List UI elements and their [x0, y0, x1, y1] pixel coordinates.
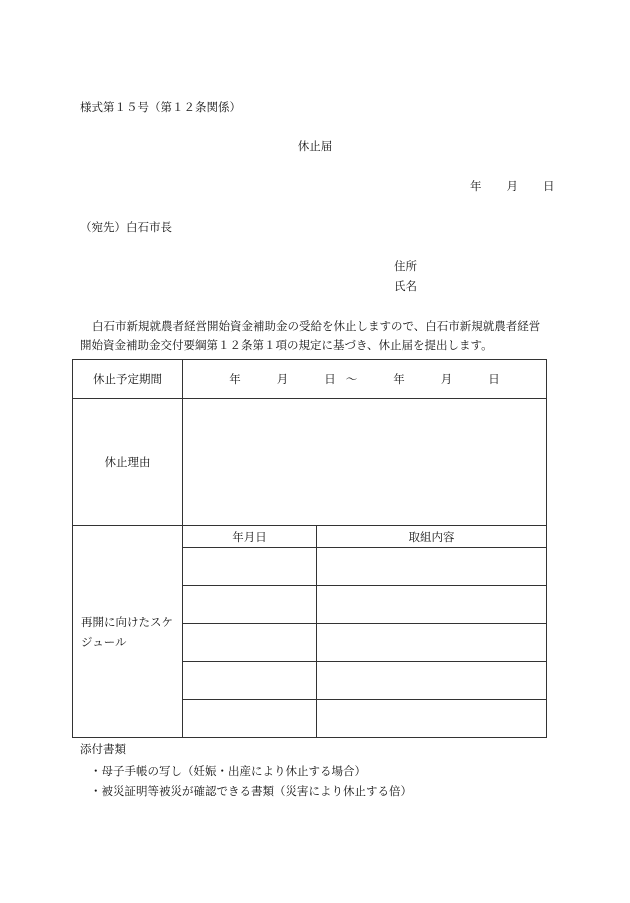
name-label: 氏名	[394, 279, 417, 293]
schedule-date-cell[interactable]	[183, 662, 317, 700]
schedule-content-cell[interactable]	[317, 548, 547, 586]
period-day-1: 日	[324, 372, 336, 386]
date-month: 月	[506, 179, 518, 193]
schedule-date-cell[interactable]	[183, 624, 317, 662]
date-day: 日	[543, 179, 555, 193]
schedule-content-cell[interactable]	[317, 586, 547, 624]
period-month-1: 月	[276, 372, 289, 386]
address-label: 住所	[394, 259, 417, 273]
schedule-content-cell[interactable]	[317, 662, 547, 700]
date-year: 年	[470, 179, 482, 193]
period-value[interactable]	[183, 360, 547, 399]
schedule-header-content: 取組内容	[317, 526, 547, 548]
attachment-item: ・被災証明等被災が確認できる書類（災害により休止する倍）	[90, 784, 412, 798]
period-month-2: 月	[440, 372, 453, 386]
reason-field[interactable]	[183, 399, 547, 526]
period-tilde: ～	[345, 372, 358, 386]
attachment-item: ・母子手帳の写し（妊娠・出産により休止する場合）	[90, 764, 366, 778]
schedule-header-date: 年月日	[183, 526, 317, 548]
suspension-table	[72, 359, 547, 738]
attachments-title: 添付書類	[80, 742, 126, 756]
date-line	[470, 178, 555, 194]
period-label: 休止予定期間	[73, 360, 183, 399]
schedule-label-line-2: ジュール	[81, 634, 127, 649]
body-line-2: 開始資金補助金交付要綱第１２条第１項の規定に基づき、休止届を提出します。	[80, 338, 493, 352]
schedule-date-cell[interactable]	[183, 586, 317, 624]
schedule-content-cell[interactable]	[317, 700, 547, 738]
period-year-1: 年	[229, 372, 241, 386]
body-line-1: 白石市新規就農者経営開始資金補助金の受給を休止しますので、白石市新規就農者経営	[92, 319, 541, 333]
form-number: 様式第１５号（第１２条関係）	[80, 100, 241, 114]
body-text	[80, 317, 560, 355]
document-title: 休止届	[297, 139, 333, 153]
period-year-2: 年	[393, 372, 405, 386]
schedule-date-cell[interactable]	[183, 548, 317, 586]
schedule-label	[73, 526, 183, 738]
addressee: （宛先）白石市長	[80, 220, 172, 234]
schedule-date-cell[interactable]	[183, 700, 317, 738]
schedule-content-cell[interactable]	[317, 624, 547, 662]
reason-label: 休止理由	[73, 399, 183, 526]
schedule-label-line-1: 再開に向けたスケ	[81, 614, 173, 629]
period-day-2: 日	[488, 372, 500, 386]
